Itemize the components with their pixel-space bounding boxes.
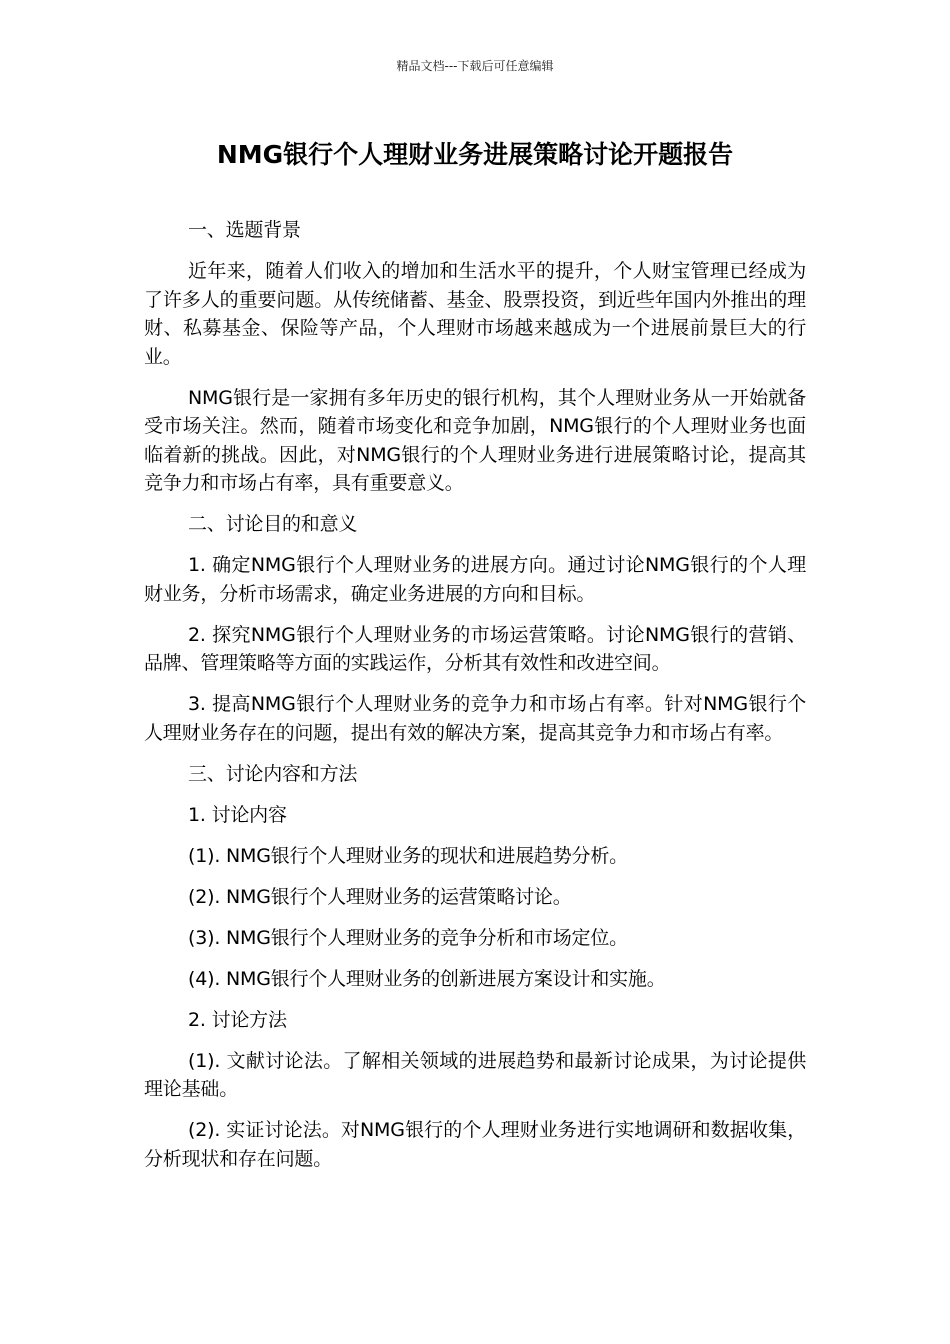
paragraph-purpose-1: 1. 确定NMG银行个人理财业务的进展方向。通过讨论NMG银行的个人理财业务，分析市场需求，确定业务进展的方向和目标。 (144, 554, 806, 605)
document-title: NMG银行个人理财业务进展策略讨论开题报告 (216, 140, 734, 169)
document-body (144, 216, 806, 1186)
list-item-method-2: (2). 实证讨论法。对NMG银行的个人理财业务进行实地调研和数据收集，分析现状和存在问题。 (144, 1119, 806, 1170)
list-item-content-3: (3). NMG银行个人理财业务的竞争分析和市场定位。 (188, 926, 628, 949)
paragraph-background-2: NMG银行是一家拥有多年历史的银行机构，其个人理财业务从一开始就备受市场关注。然而，随着市场变化和竞争加剧，NMG银行的个人理财业务也面临着新的挑战。因此，对NMG银行的个人理财业务进行进展策略讨论，提高其竞争力和市场占有率，具有重要意义。 (144, 386, 806, 494)
section-heading-content-methods: 三、讨论内容和方法 (188, 762, 358, 785)
paragraph-purpose-2: 2. 探究NMG银行个人理财业务的市场运营策略。讨论NMG银行的营销、品牌、管理策略等方面的实践运作，分析其有效性和改进空间。 (144, 623, 806, 674)
list-item-content-2: (2). NMG银行个人理财业务的运营策略讨论。 (188, 885, 572, 908)
subheading-content: 1. 讨论内容 (188, 803, 287, 826)
paragraph-purpose-3: 3. 提高NMG银行个人理财业务的竞争力和市场占有率。针对NMG银行个人理财业务存在的问题，提出有效的解决方案，提高其竞争力和市场占有率。 (144, 693, 806, 744)
section-heading-purpose: 二、讨论目的和意义 (188, 513, 358, 535)
list-item-content-4: (4). NMG银行个人理财业务的创新进展方案设计和实施。 (188, 967, 666, 990)
header-note: 精品文档---下载后可任意编辑 (396, 59, 554, 73)
list-item-method-1: (1). 文献讨论法。了解相关领域的进展趋势和最新讨论成果，为讨论提供理论基础。 (144, 1049, 806, 1100)
section-heading-background: 一、选题背景 (188, 219, 301, 241)
subheading-methods: 2. 讨论方法 (188, 1008, 287, 1031)
paragraph-background-1: 近年来，随着人们收入的增加和生活水平的提升，个人财宝管理已经成为了许多人的重要问题。从传统储蓄、基金、股票投资，到近些年国内外推出的理财、私募基金、保险等产品，个人理财市场越来越成为一个进展前景巨大的行业。 (144, 260, 806, 368)
list-item-content-1: (1). NMG银行个人理财业务的现状和进展趋势分析。 (188, 844, 628, 867)
